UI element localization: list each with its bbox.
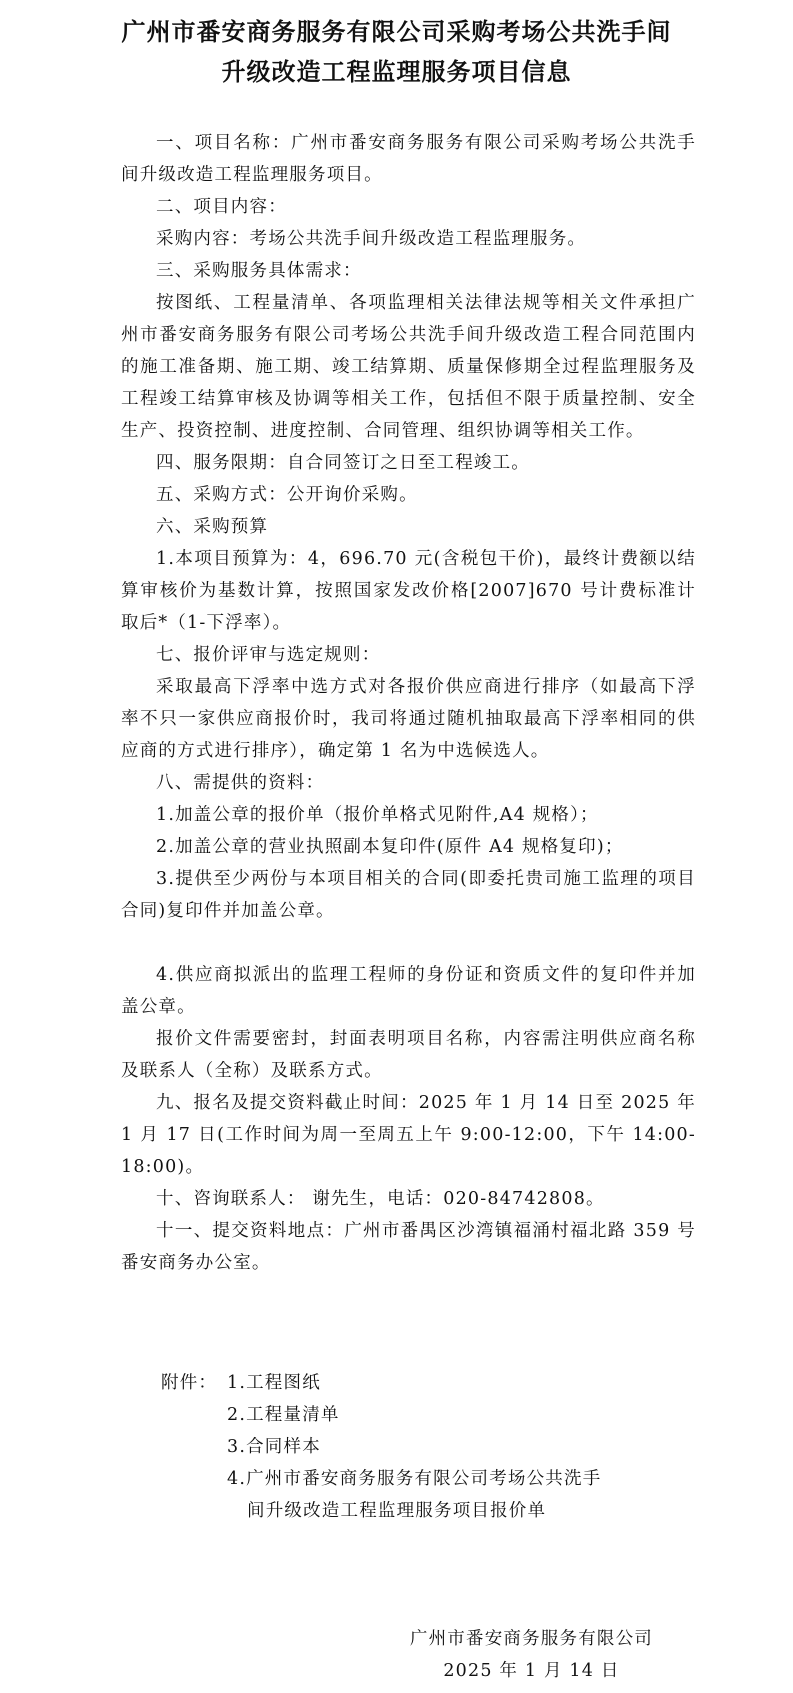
paragraph-project-content-heading: 二、项目内容： bbox=[156, 197, 287, 217]
document-title-line-1: 广州市番安商务服务有限公司采购考场公共洗手间 bbox=[121, 18, 672, 46]
attachment-row bbox=[161, 1431, 687, 1463]
paragraph-gap bbox=[121, 927, 696, 959]
paragraph-budget-detail: 1.本项目预算为：4，696.70 元(含税包干价)，最终计费额以结算审核价为基数计算，按照国家发改价格[2007]670 号计费标准计取后*（1-下浮率）。 bbox=[121, 549, 696, 633]
attachments-label: 附件： bbox=[161, 1373, 218, 1393]
attachment-row bbox=[161, 1399, 687, 1431]
signature-block bbox=[410, 1623, 653, 1687]
attachment-item-4-line-1: 4.广州市番安商务服务有限公司考场公共洗手 bbox=[227, 1469, 602, 1489]
paragraph-materials-heading: 八、需提供的资料： bbox=[156, 773, 325, 793]
paragraph-requirements-heading: 三、采购服务具体需求： bbox=[156, 261, 362, 281]
attachment-item-4-line-2: 间升级改造工程监理服务项目报价单 bbox=[247, 1501, 547, 1521]
paragraph-material-2: 2.加盖公章的营业执照副本复印件(原件 A4 规格复印)； bbox=[156, 837, 624, 857]
signature-company: 广州市番安商务服务有限公司 bbox=[409, 1629, 653, 1649]
paragraph-procurement-content: 采购内容：考场公共洗手间升级改造工程监理服务。 bbox=[156, 229, 587, 249]
signature-date: 2025 年 1 月 14 日 bbox=[443, 1661, 620, 1681]
paragraph-budget-heading: 六、采购预算 bbox=[156, 517, 269, 537]
document-title-line-2: 升级改造工程监理服务项目信息 bbox=[221, 58, 572, 86]
paragraph-material-3: 3.提供至少两份与本项目相关的合同(即委托贵司施工监理的项目合同)复印件并加盖公章。 bbox=[121, 869, 696, 921]
paragraph-project-name: 一、项目名称：广州市番安商务服务有限公司采购考场公共洗手间升级改造工程监理服务项目。 bbox=[121, 133, 696, 185]
document-body bbox=[121, 127, 696, 1279]
paragraph-contact: 十、咨询联系人： 谢先生，电话：020-84742808。 bbox=[156, 1189, 605, 1209]
attachment-item-4 bbox=[227, 1463, 687, 1527]
attachment-item-1: 1.工程图纸 bbox=[227, 1373, 321, 1393]
attachment-row bbox=[161, 1367, 687, 1399]
paragraph-requirements-detail: 按图纸、工程量清单、各项监理相关法律法规等相关文件承担广州市番安商务服务有限公司考场公共洗手间升级改造工程合同范围内的施工准备期、施工期、竣工结算期、质量保修期全过程监理服务及工程竣工结算审核及协调等相关工作，包括但不限于质量控制、安全生产、投资控制、进度控制、合同管理、组织协调等相关工作。 bbox=[121, 293, 696, 441]
paragraph-service-period: 四、服务限期：自合同签订之日至工程竣工。 bbox=[156, 453, 530, 473]
paragraph-material-4: 4.供应商拟派出的监理工程师的身份证和资质文件的复印件并加盖公章。 bbox=[121, 965, 696, 1017]
paragraph-deadline: 九、报名及提交资料截止时间：2025 年 1 月 14 日至 2025 年 1 月 17 日(工作时间为周一至周五上午 9:00-12:00，下午 14:00-18:00)。 bbox=[121, 1093, 696, 1177]
paragraph-evaluation-heading: 七、报价评审与选定规则： bbox=[156, 645, 381, 665]
attachment-row bbox=[161, 1463, 687, 1527]
paragraph-material-1: 1.加盖公章的报价单（报价单格式见附件,A4 规格）； bbox=[156, 805, 599, 825]
paragraph-procurement-method: 五、采购方式：公开询价采购。 bbox=[156, 485, 418, 505]
paragraph-submission-address: 十一、提交资料地点：广州市番禺区沙湾镇福涌村福北路 359 号番安商务办公室。 bbox=[121, 1221, 696, 1273]
attachment-item-3: 3.合同样本 bbox=[227, 1437, 321, 1457]
paragraph-evaluation-detail: 采取最高下浮率中选方式对各报价供应商进行排序（如最高下浮率不只一家供应商报价时，我司将通过随机抽取最高下浮率相同的供应商的方式进行排序），确定第 1 名为中选候选人。 bbox=[121, 677, 696, 761]
paragraph-sealing-requirement: 报价文件需要密封，封面表明项目名称，内容需注明供应商名称及联系人（全称）及联系方式。 bbox=[121, 1029, 696, 1081]
attachment-item-2: 2.工程量清单 bbox=[227, 1405, 340, 1425]
attachments-list bbox=[161, 1367, 687, 1527]
